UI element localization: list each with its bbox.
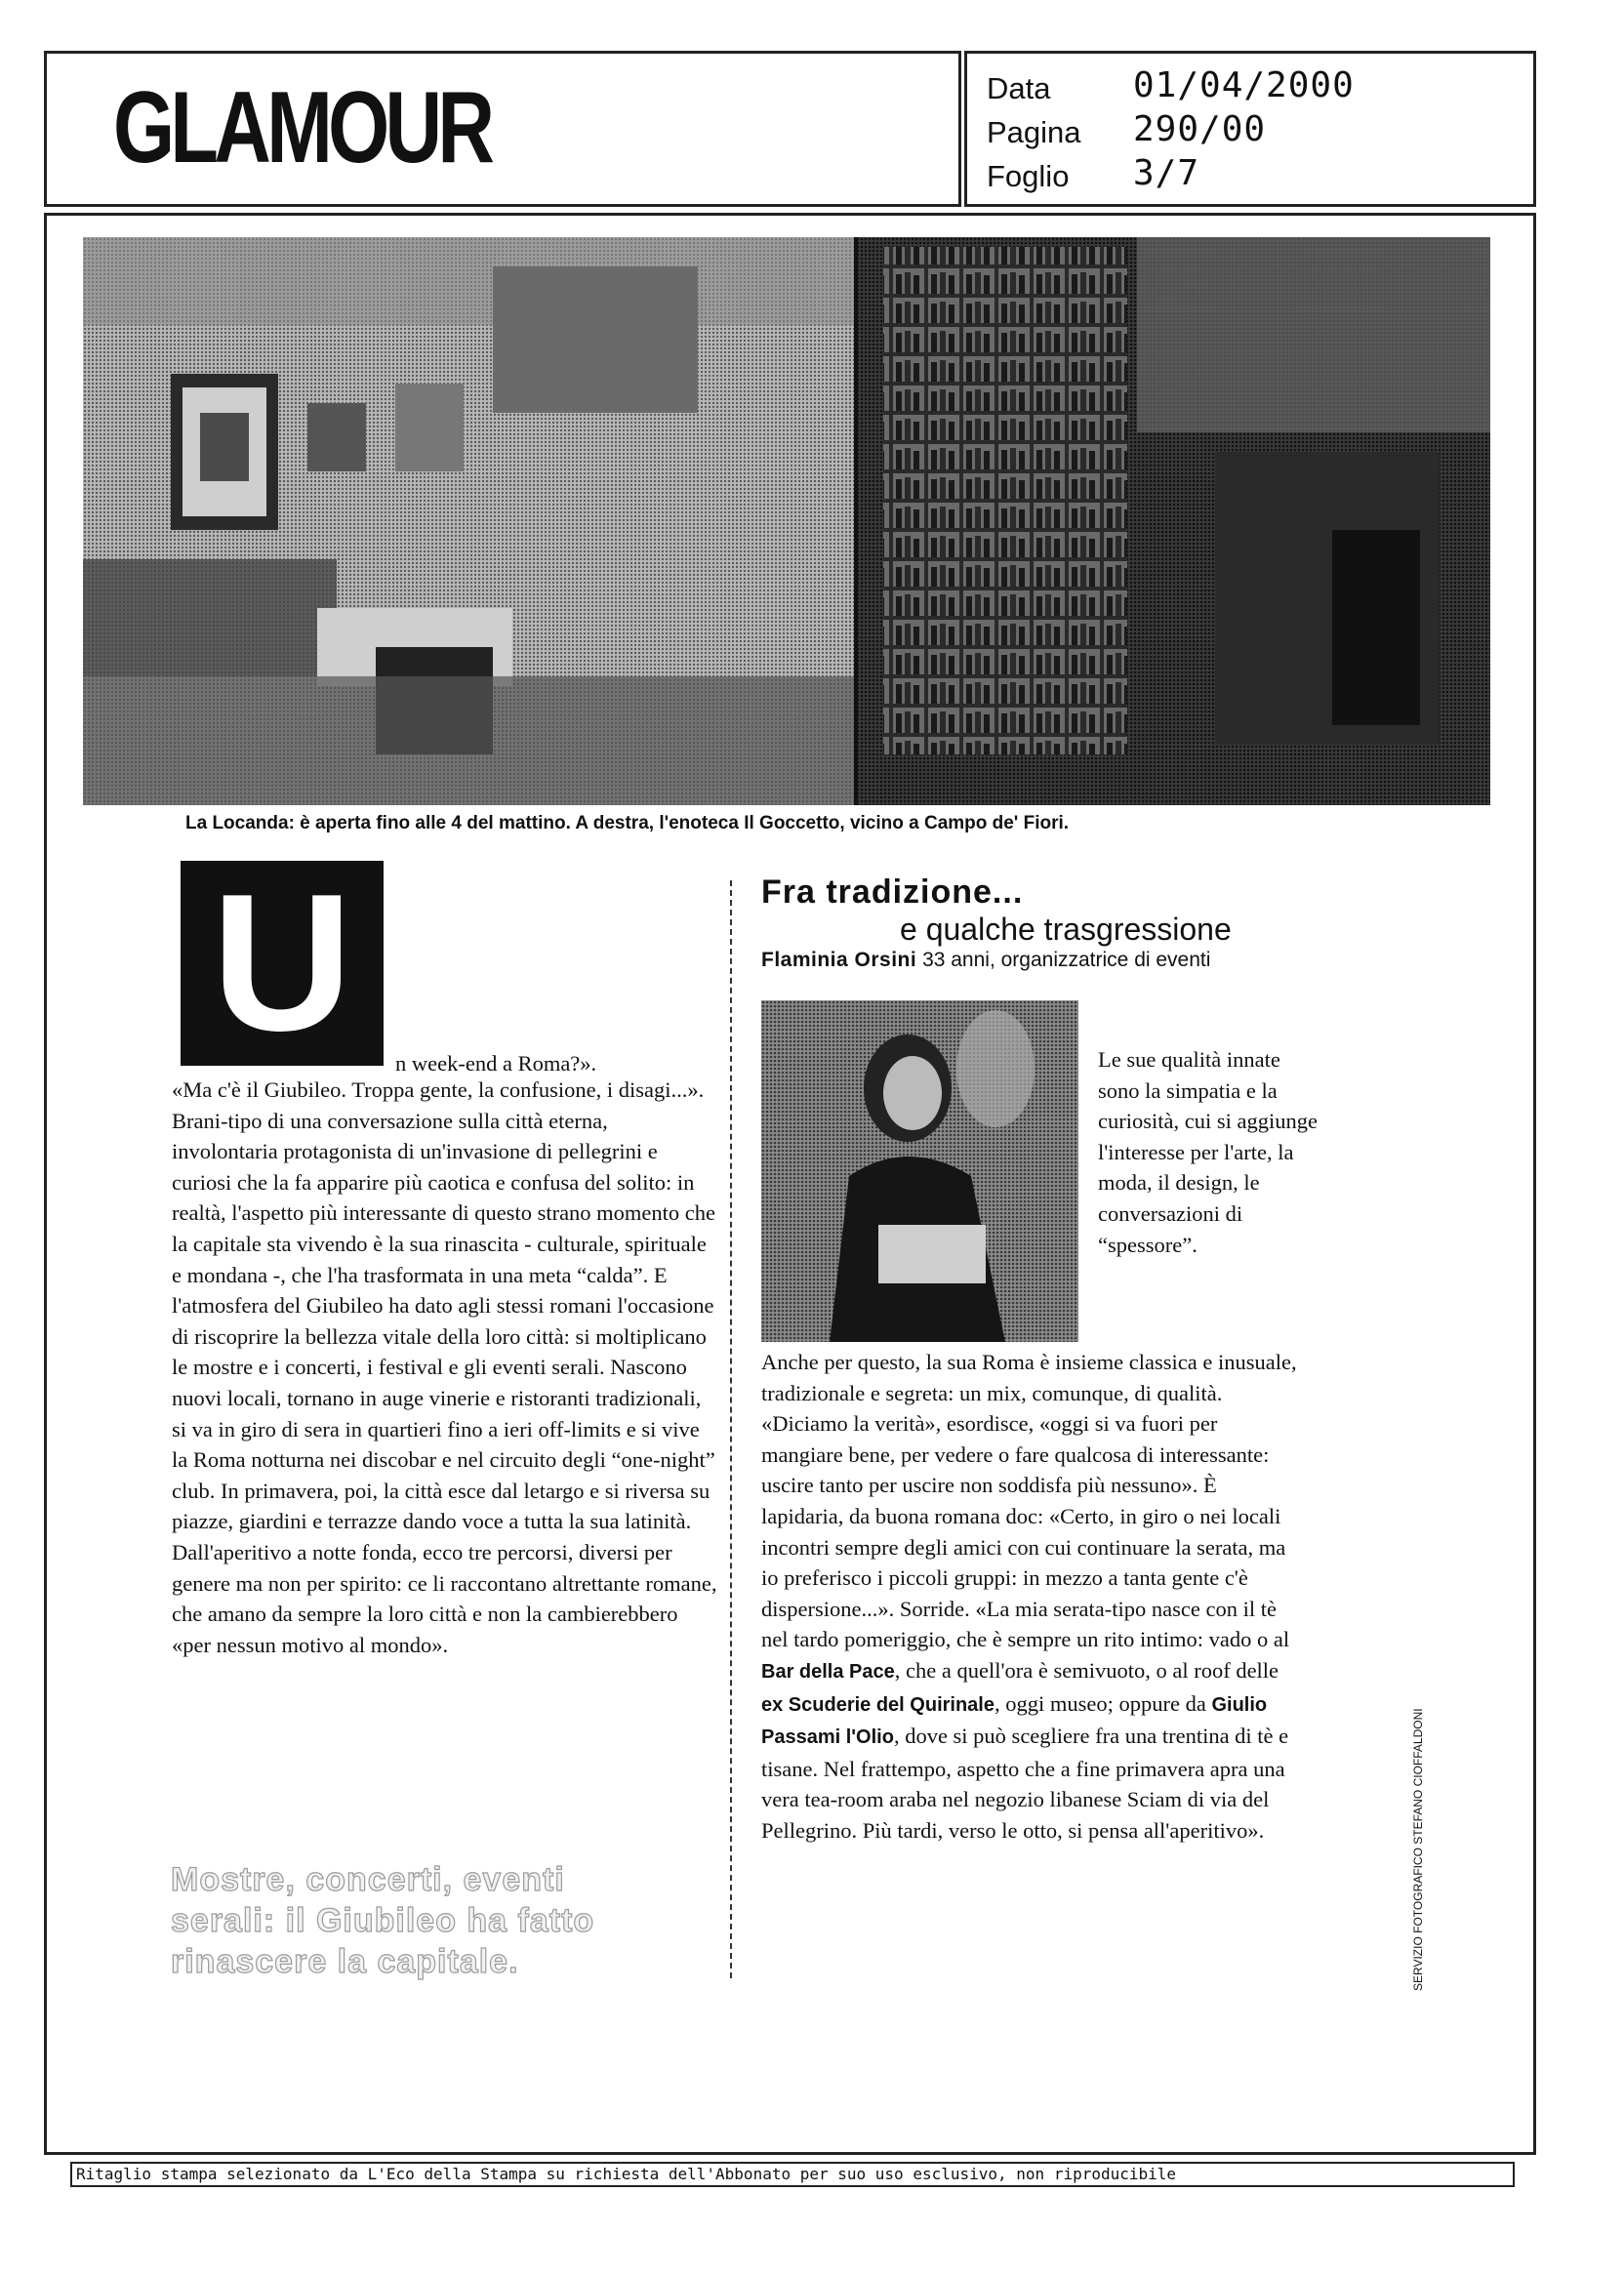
sidebar-body-part-2: , che a quell'ora è semivuoto, o al roof delle — [894, 1657, 1279, 1683]
photo-credit-text: SERVIZIO FOTOGRAFICO STEFANO CIOFFALDONI — [1411, 1708, 1425, 1991]
sidebar-body-part-1: Anche per questo, la sua Roma è insieme classica e inusuale, tradizionale e segreta: un mix, comunque, di qualità. «Diciamo la verità», esordisce, «oggi si va fuori per mangiare bene, per vedere o fare qualcosa di interessante: uscire tanto per uscire non soddisfa più nessuno». È lapidaria, da buona romana doc: «Certo, in giro o nei locali incontri sempre degli amici con cui continuare la serata, ma io preferisco i piccoli gruppi: in mezzo a tanta gente c'è dispersione...». Sorride. «La mia serata-tipo nasce con il tè nel tardo pomeriggio, che è sempre un rito intimo: vado o al — [761, 1350, 1297, 1652]
restaurant-photo — [83, 237, 1490, 805]
meta-value-sheet: 3/7 — [1133, 153, 1200, 193]
byline-description: 33 anni, organizzatrice di eventi — [922, 949, 1211, 971]
sidebar-intro: Le sue qualità innate sono la simpatia e la curiosità, cui si aggiunge l'interesse per l'arte, la moda, il design, le conversazioni di “spessore”. — [1098, 1047, 1318, 1257]
byline-name: Flaminia Orsini — [761, 949, 917, 971]
footer-notice: Ritaglio stampa selezionato da L'Eco della Stampa su richiesta dell'Abbonato per suo uso esclusivo, non riproducibile — [70, 2162, 1515, 2187]
portrait-photo-image — [761, 1000, 1078, 1342]
portrait-photo — [761, 1000, 1078, 1342]
column-divider — [730, 880, 734, 1978]
place-scuderie-quirinale: ex Scuderie del Quirinale — [761, 1693, 995, 1716]
meta-label-foglio: Foglio — [987, 159, 1070, 193]
restaurant-photo-image — [83, 237, 1490, 805]
sidebar-headline: Fra tradizione... — [761, 873, 1024, 911]
meta-label-pagina: Pagina — [987, 115, 1081, 149]
photo-caption: La Locanda: è aperta fino alle 4 del mattino. A destra, l'enoteca Il Goccetto, vicino a Campo de' Fiori. — [185, 813, 1070, 833]
lede-line: n week-end a Roma?». — [395, 1051, 597, 1076]
meta-value-date: 01/04/2000 — [1133, 65, 1355, 105]
drop-cap — [181, 854, 384, 1072]
sidebar-byline — [761, 949, 1210, 972]
photo-credit — [1407, 1425, 1431, 1991]
place-bar-della-pace: Bar della Pace — [761, 1660, 895, 1683]
clipping-meta-box — [964, 51, 1536, 207]
sidebar-body-part-4: , dove si può scegliere fra una trentina di tè e tisane. Nel frattempo, aspetto che a fine primavera apra una vera tea-room araba nel negozio libanese Sciam di via del Pellegrino. Più tardi, verso le otto, si pensa all'aperitivo». — [761, 1724, 1289, 1843]
glamour-logo: GLAMOUR — [113, 71, 491, 184]
masthead-box — [44, 51, 961, 207]
article-body: «Ma c'è il Giubileo. Troppa gente, la confusione, i disagi...». Brani-tipo di una conversazione sulla città eterna, involontaria protagonista di un'invasione di pellegrini e curiosi che la fa apparire più caotica e confusa del solito: in realtà, l'aspetto più interessante di questo strano momento che la capitale sta vivendo è la sua rinascita - culturale, spirituale e mondana -, che l'ha trasformata in una meta “calda”. E l'atmosfera del Giubileo ha dato agli stessi romani l'occasione di riscoprire la bellezza vitale della loro città: si moltiplicano le mostre e i concerti, i festival e gli eventi serali. Nascono nuovi locali, tornano in auge vinerie e ristoranti tradizionali, si va in giro di sera in quartieri fino a ieri off-limits e si vive la Roma notturna nei discobar e nel circuito degli “one-night” club. In primavera, poi, la città esce dal letargo e si riversa su piazze, giardini e terrazze dando voce a tutta la sua latinità. Dall'aperitivo a notte fonda, ecco tre percorsi, diversi per genere ma non per spirito: ce li raccontano altrettante romane, che amano da sempre la loro città e non la cambierebbero «per nessun motivo al mondo». — [172, 1077, 717, 1657]
sidebar-subhead: e qualche trasgressione — [900, 912, 1232, 947]
meta-row-pagina — [987, 109, 1514, 152]
pull-quote: Mostre, concerti, eventi serali: il Giubileo ha fatto rinascere la capitale. — [171, 1861, 595, 1980]
sidebar-body-part-3: , oggi museo; oppure da — [994, 1690, 1212, 1716]
place-giulio-passami-olio: Giulio Passami l'Olio — [761, 1693, 1268, 1749]
meta-value-page: 290/00 — [1133, 109, 1267, 149]
meta-row-foglio — [987, 153, 1514, 196]
meta-label-data: Data — [987, 71, 1051, 105]
sidebar-body — [761, 1347, 1298, 1847]
meta-row-data — [987, 65, 1514, 108]
drop-cap-letter: U — [211, 854, 353, 1072]
